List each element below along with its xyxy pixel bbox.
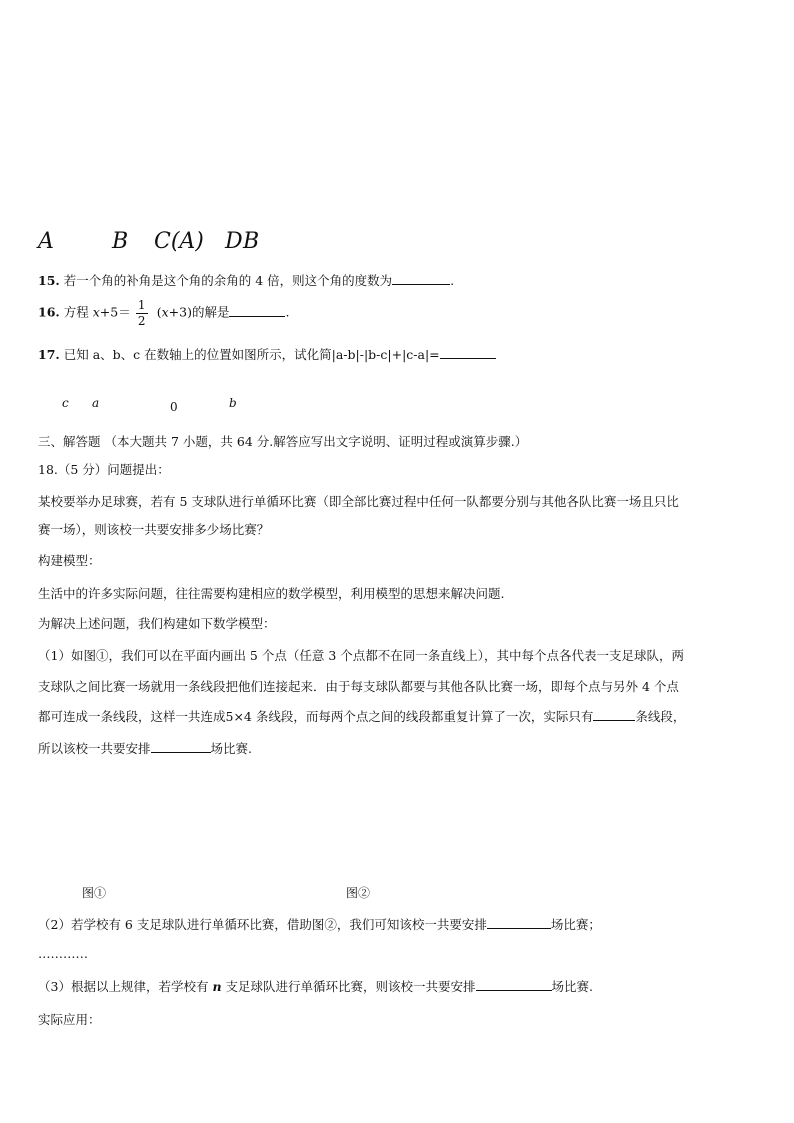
figure-2-label: 图② (346, 886, 371, 900)
section-heading (38, 432, 527, 450)
subquestion-3 (38, 977, 593, 995)
line-text: 都可连成一条线段，这样一共连成5×4 条线段，而每两个点之间的线段都重复计算了一次，实际只有 (38, 709, 594, 724)
line-text: （3）根据以上规律，若学校有 (38, 979, 209, 994)
section-description: （本大题共 7 小题，共 64 分.解答应写出文字说明、证明过程或演算步骤.） (104, 434, 528, 449)
question-15 (38, 271, 454, 289)
question-number: 16. (38, 304, 60, 320)
paren-open: ( (156, 304, 162, 320)
answer-blank (593, 708, 635, 721)
answer-blank (476, 978, 552, 991)
line-text-mid: 支足球队进行单循环比赛，则该校一共要安排 (225, 979, 476, 994)
compass-label-d: D (225, 229, 243, 254)
applied-title: 实际应用： (38, 1012, 101, 1027)
question-prefix: 方程 (63, 304, 89, 320)
line-text-end: 条线段， (635, 709, 686, 724)
question-16 (38, 298, 289, 328)
ellipsis-dots: ………… (38, 946, 88, 961)
variable-x2: x (161, 304, 169, 320)
number-line-label-b: b (229, 396, 237, 410)
number-line-label-zero: 0 (170, 400, 178, 414)
fraction (135, 298, 149, 328)
line-text-end: 场比赛； (550, 917, 601, 932)
subquestion-1-line-2: 支球队之间比赛一场就用一条线段把他们连接起来．由于每支球队都要与其他各队比赛一场，即每个点与另外 4 个点 (38, 679, 679, 694)
number-line-label-c: c (62, 396, 69, 410)
question-end: . (285, 304, 290, 320)
fraction-numerator: 1 (137, 298, 146, 312)
problem-text-line-1: 某校要举办足球赛，若有 5 支球队进行单循环比赛（即全部比赛过程中任何一队都要分别与其他各队比赛一场且只比 (38, 494, 679, 509)
figure-1-label: 图① (82, 886, 107, 900)
line-text-end: 场比赛. (551, 979, 594, 994)
variable-x: x (92, 304, 100, 320)
question-number: 17. (38, 347, 60, 362)
question-18-header: 18.（5 分）问题提出： (38, 462, 170, 477)
compass-label-a: A (38, 229, 54, 254)
subquestion-1-line-4 (38, 739, 252, 757)
number-line-label-a: a (92, 396, 100, 410)
subquestion-2 (38, 915, 601, 933)
model-paragraph-2: 为解决上述问题，我们构建如下数学模型： (38, 616, 276, 631)
model-paragraph-1: 生活中的许多实际问题，往往需要构建相应的数学模型，利用模型的思想来解决问题. (38, 586, 505, 601)
answer-blank (487, 916, 551, 929)
model-title: 构建模型： (38, 553, 101, 568)
line-text: （2）若学校有 6 支足球队进行单循环比赛，借助图②，我们可知该校一共要安排 (38, 917, 487, 932)
equation-rest: +3)的解是 (168, 304, 230, 320)
problem-text-line-2: 赛一场），则该校一共要安排多少场比赛？ (38, 522, 270, 537)
compass-label-b2: B (243, 229, 260, 254)
subquestion-1-line-3 (38, 707, 685, 725)
line-text-end: 场比赛. (210, 741, 252, 756)
question-number: 15. (38, 273, 60, 288)
fraction-denominator: 2 (137, 314, 146, 328)
line-text: 所以该校一共要安排 (38, 741, 151, 756)
question-end: . (450, 273, 455, 288)
subquestion-1-line-1: （1）如图①，我们可以在平面内画出 5 个点（任意 3 个点都不在同一条直线上），其中每个点各代表一支足球队，两 (38, 648, 685, 663)
question-text: 已知 a、b、c 在数轴上的位置如图所示，试化简|a-b|-|b-c|+|c-a|= (63, 347, 440, 362)
equation-part: +5＝ (99, 304, 131, 320)
question-17 (38, 345, 496, 363)
question-text: 若一个角的补角是这个角的余角的 4 倍，则这个角的度数为 (63, 273, 393, 288)
compass-label-ca: C(A) (154, 229, 204, 254)
compass-label-b: B (112, 229, 129, 254)
answer-blank (392, 272, 450, 285)
section-title: 三、解答题 (38, 434, 101, 449)
answer-blank (229, 304, 285, 317)
answer-blank (440, 346, 496, 359)
variable-n: n (212, 979, 222, 994)
answer-blank (151, 740, 211, 753)
